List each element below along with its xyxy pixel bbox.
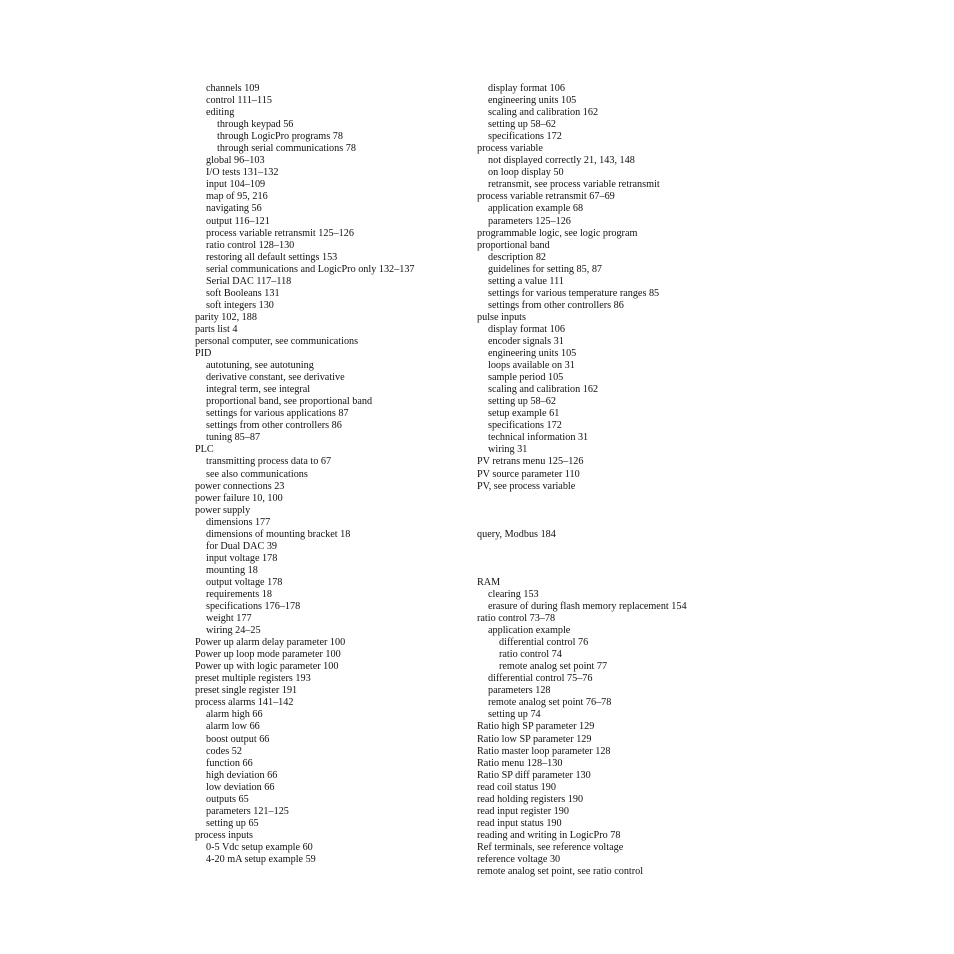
index-subentry: high deviation 66: [206, 769, 278, 781]
index-entry: read input status 190: [477, 817, 562, 829]
index-entry: programmable logic, see logic program: [477, 227, 638, 239]
index-subentry: setup example 61: [488, 408, 560, 420]
index-entry: proportional band: [477, 239, 550, 251]
index-subentry: codes 52: [206, 745, 242, 757]
index-subentry: clearing 153: [488, 588, 539, 600]
index-entry: RAM: [477, 576, 501, 588]
index-entry: Ratio master loop parameter 128: [477, 745, 611, 757]
index-entry: parts list 4: [195, 323, 238, 335]
index-subentry: through LogicPro programs 78: [217, 131, 343, 143]
index-subentry: specifications 176–178: [206, 601, 301, 613]
index-subentry: on loop display 50: [488, 167, 564, 179]
index-entry: power supply: [195, 504, 251, 516]
index-subentry: soft Booleans 131: [206, 287, 280, 299]
index-subentry: settings for various applications 87: [206, 408, 349, 420]
index-subentry: parameters 128: [488, 685, 551, 697]
index-entry: remote analog set point, see ratio control: [477, 866, 644, 878]
index-entry: preset single register 191: [195, 685, 298, 697]
index-subentry: guidelines for setting 85, 87: [488, 263, 603, 275]
index-subentry: encoder signals 31: [488, 335, 564, 347]
index-subentry: control 111–115: [206, 95, 272, 107]
index-subentry: parameters 121–125: [206, 805, 289, 817]
index-subentry: soft integers 130: [206, 299, 274, 311]
index-subentry: see also communications: [206, 468, 308, 480]
index-subentry: settings from other controllers 86: [206, 420, 342, 432]
index-entry: ratio control 73–78: [477, 613, 556, 625]
index-subentry: output voltage 178: [206, 576, 283, 588]
index-subentry: map of 95, 216: [206, 191, 268, 203]
index-column-right: [477, 83, 777, 878]
index-subentry: remote analog set point 76–78: [488, 697, 612, 709]
index-entry: PLC: [195, 444, 214, 456]
index-entry: Ratio low SP parameter 129: [477, 733, 592, 745]
index-spacer: [477, 541, 777, 553]
index-subentry: transmitting process data to 67: [206, 456, 332, 468]
index-subentry: navigating 56: [206, 203, 262, 215]
index-subentry: not displayed correctly 21, 143, 148: [488, 155, 635, 167]
index-entry: Ratio SP diff parameter 130: [477, 769, 591, 781]
index-spacer: [477, 505, 777, 517]
index-subentry: through serial communications 78: [217, 143, 356, 155]
index-subentry: ratio control 128–130: [206, 239, 295, 251]
index-entry: process variable retransmit 67–69: [477, 191, 615, 203]
index-subentry: parameters 125–126: [488, 215, 571, 227]
index-subentry: ratio control 74: [499, 649, 562, 661]
index-subentry: editing: [206, 107, 235, 119]
index-subentry: tuning 85–87: [206, 432, 261, 444]
index-entry: personal computer, see communications: [195, 335, 359, 347]
index-entry: PID: [195, 348, 212, 360]
index-column-left: [195, 83, 470, 866]
index-entry: reference voltage 30: [477, 854, 561, 865]
index-spacer: [477, 517, 777, 529]
index-subentry: application example: [488, 625, 571, 637]
index-subentry: differential control 75–76: [488, 673, 593, 685]
index-entry: pulse inputs: [477, 311, 526, 323]
index-subentry: display format 106: [488, 83, 565, 94]
index-subentry: technical information 31: [488, 432, 589, 444]
index-entry: read holding registers 190: [477, 793, 584, 805]
index-subentry: weight 177: [206, 613, 252, 625]
index-entry: power connections 23: [195, 480, 285, 492]
index-subentry: setting up 74: [488, 709, 541, 721]
index-entry: PV, see process variable: [477, 480, 576, 492]
index-subentry: through keypad 56: [217, 119, 294, 131]
index-spacer: [477, 565, 777, 577]
index-subentry: setting a value 111: [488, 275, 564, 287]
index-subentry: specifications 172: [488, 131, 562, 143]
index-subentry: mounting 18: [206, 564, 258, 576]
index-entry: Ratio menu 128–130: [477, 757, 563, 769]
index-entry: PV source parameter 110: [477, 468, 580, 480]
index-subentry: setting up 58–62: [488, 119, 556, 131]
index-subentry: input 104–109: [206, 179, 266, 191]
index-subentry: channels 109: [206, 83, 260, 94]
index-subentry: engineering units 105: [488, 348, 577, 360]
index-subentry: wiring 31: [488, 444, 528, 456]
index-entry: process variable: [477, 143, 543, 155]
index-entry: process alarms 141–142: [195, 697, 294, 709]
index-subentry: dimensions 177: [206, 516, 271, 528]
index-subentry: scaling and calibration 162: [488, 384, 599, 396]
index-subentry: I/O tests 131–132: [206, 167, 279, 179]
index-subentry: settings from other controllers 86: [488, 299, 624, 311]
index-subentry: display format 106: [488, 323, 565, 335]
index-subentry: specifications 172: [488, 420, 562, 432]
index-subentry: Serial DAC 117–118: [206, 275, 292, 287]
index-subentry: 0-5 Vdc setup example 60: [206, 841, 313, 853]
index-subentry: setting up 65: [206, 817, 259, 829]
index-subentry: setting up 58–62: [488, 396, 556, 408]
index-entry: query, Modbus 184: [477, 528, 556, 540]
index-entry: Ratio high SP parameter 129: [477, 721, 595, 733]
index-subentry: serial communications and LogicPro only 132–137: [206, 263, 415, 275]
index-subentry: engineering units 105: [488, 95, 577, 107]
index-subentry: integral term, see integral: [206, 384, 311, 396]
index-subentry: dimensions of mounting bracket 18: [206, 528, 351, 540]
index-subentry: restoring all default settings 153: [206, 251, 338, 263]
index-entry: Power up alarm delay parameter 100: [195, 637, 346, 649]
index-entry: reading and writing in LogicPro 78: [477, 829, 621, 841]
index-entry: Ref terminals, see reference voltage: [477, 841, 624, 853]
index-entry: PV retrans menu 125–126: [477, 456, 584, 468]
index-subentry: output 116–121: [206, 215, 270, 227]
index-subentry: wiring 24–25: [206, 625, 261, 637]
index-subentry: sample period 105: [488, 372, 564, 384]
index-subentry: erasure of during flash memory replacement 154: [488, 601, 687, 613]
index-subentry: differential control 76: [499, 637, 589, 649]
index-spacer: [477, 553, 777, 565]
index-subentry: input voltage 178: [206, 552, 278, 564]
index-entry: parity 102, 188: [195, 311, 257, 323]
index-entry: read coil status 190: [477, 781, 556, 793]
index-subentry: retransmit, see process variable retransmit: [488, 179, 660, 191]
index-subentry: remote analog set point 77: [499, 661, 608, 673]
index-subentry: process variable retransmit 125–126: [206, 227, 354, 239]
index-subentry: function 66: [206, 757, 253, 769]
index-subentry: for Dual DAC 39: [206, 540, 278, 552]
index-subentry: requirements 18: [206, 588, 272, 600]
index-spacer: [477, 493, 777, 505]
index-entry: Power up with logic parameter 100: [195, 661, 339, 673]
index-subentry: alarm high 66: [206, 709, 263, 721]
index-subentry: low deviation 66: [206, 781, 275, 793]
index-entry: power failure 10, 100: [195, 492, 283, 504]
index-subentry: application example 68: [488, 203, 584, 215]
index-subentry: scaling and calibration 162: [488, 107, 599, 119]
index-entry: Power up loop mode parameter 100: [195, 649, 341, 661]
index-subentry: global 96–103: [206, 155, 265, 167]
index-subentry: proportional band, see proportional band: [206, 396, 373, 408]
index-subentry: autotuning, see autotuning: [206, 360, 314, 372]
index-subentry: alarm low 66: [206, 721, 260, 733]
index-entry: preset multiple registers 193: [195, 673, 311, 685]
index-entry: process inputs: [195, 829, 254, 841]
index-subentry: 4-20 mA setup example 59: [206, 854, 316, 865]
index-subentry: description 82: [488, 251, 547, 263]
index-subentry: derivative constant, see derivative: [206, 372, 345, 384]
index-subentry: settings for various temperature ranges 85: [488, 287, 660, 299]
index-entry: read input register 190: [477, 805, 569, 817]
index-subentry: loops available on 31: [488, 360, 575, 372]
index-subentry: outputs 65: [206, 793, 249, 805]
index-subentry: boost output 66: [206, 733, 270, 745]
